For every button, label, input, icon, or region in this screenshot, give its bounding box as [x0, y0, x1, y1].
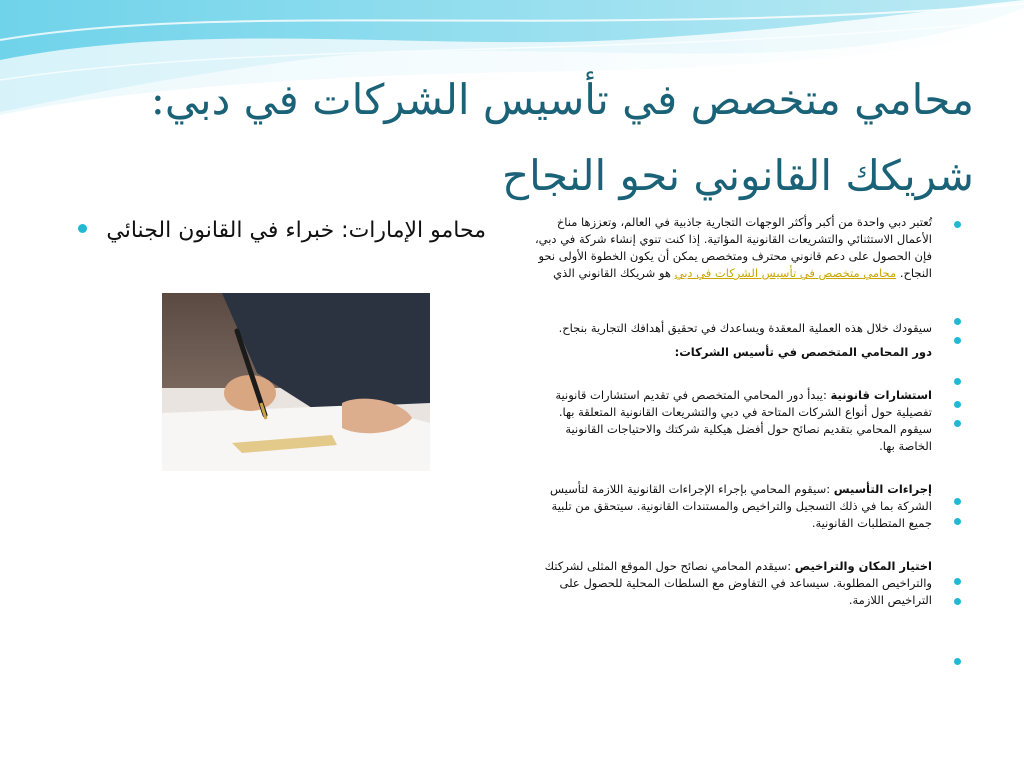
body-text	[532, 214, 932, 609]
intro-tail: هو شريكك القانوني الذي	[553, 266, 671, 280]
hand-signing-document-photo	[162, 293, 430, 471]
location-licenses-text: :سيقدم المحامي نصائح حول الموقع المثلى لشركتك والتراخيص المطلوبة. سيساعد في التفاوض مع السلطات المحلية للحصول على التراخيص اللازمة.	[544, 559, 932, 607]
bullet-icon	[954, 578, 961, 585]
bullet-icon	[954, 498, 961, 505]
company-lawyer-link[interactable]: محامي متخصص في تأسيس الشركات في دبي	[674, 266, 897, 280]
legal-consult-label: استشارات قانونية	[830, 388, 932, 402]
slide-title: محامي متخصص في تأسيس الشركات في دبي: شريكك القانوني نحو النجاح	[150, 75, 974, 200]
legal-consult-text: :يبدأ دور المحامي المتخصص في تقديم استشارات قانونية تفصيلية حول أنواع الشركات المتاحة في دبي والتشريعات القانونية المتعلقة بها. سيقوم المحامي بتقديم نصائح حول أفضل هيكلية شركتك والاحتياجات القانونية الخاصة بها.	[555, 388, 932, 453]
paragraph-incorporation	[532, 481, 932, 532]
bullet-icon	[954, 598, 961, 605]
bullet-icon	[954, 378, 961, 385]
incorporation-text: :سيقوم المحامي بإجراء الإجراءات القانونية اللازمة لتأسيس الشركة بما في ذلك التسجيل والتراخيص والمستندات القانونية. سيتحقق من تلبية جميع المتطلبات القانونية.	[550, 482, 932, 530]
bullet-icon	[954, 518, 961, 525]
bullet-icon	[954, 318, 961, 325]
paragraph-intro	[532, 214, 932, 282]
paragraph-legal-consult	[532, 387, 932, 455]
left-heading: محامو الإمارات: خبراء في القانون الجنائي	[106, 218, 486, 243]
bullet-icon	[954, 401, 961, 408]
bullet-icon	[954, 337, 961, 344]
incorporation-label: إجراءات التأسيس	[833, 482, 932, 496]
bullet-icon	[954, 658, 961, 665]
location-licenses-label: اختيار المكان والتراخيص	[794, 559, 932, 573]
section-heading-role: دور المحامي المتخصص في تأسيس الشركات:	[674, 345, 932, 359]
bullet-icon	[954, 221, 961, 228]
paragraph-location-licenses	[532, 558, 932, 609]
paragraph-guide: سيقودك خلال هذه العملية المعقدة ويساعدك في تحقيق أهدافك التجارية بنجاح.	[558, 321, 932, 335]
intro-text: تُعتبر دبي واحدة من أكبر وأكثر الوجهات التجارية جاذبية في العالم، وتعززها مناخ الأعمال الاستثنائي والتشريعات القانونية المؤاتية. إذا كنت تنوي إنشاء شركة في دبي، فإن الحصول على دعم قانوني محترف ومتخصص يمكن أن يكون الخطوة الأولى نحو النجاح.	[534, 215, 932, 280]
bullet-icon	[954, 420, 961, 427]
